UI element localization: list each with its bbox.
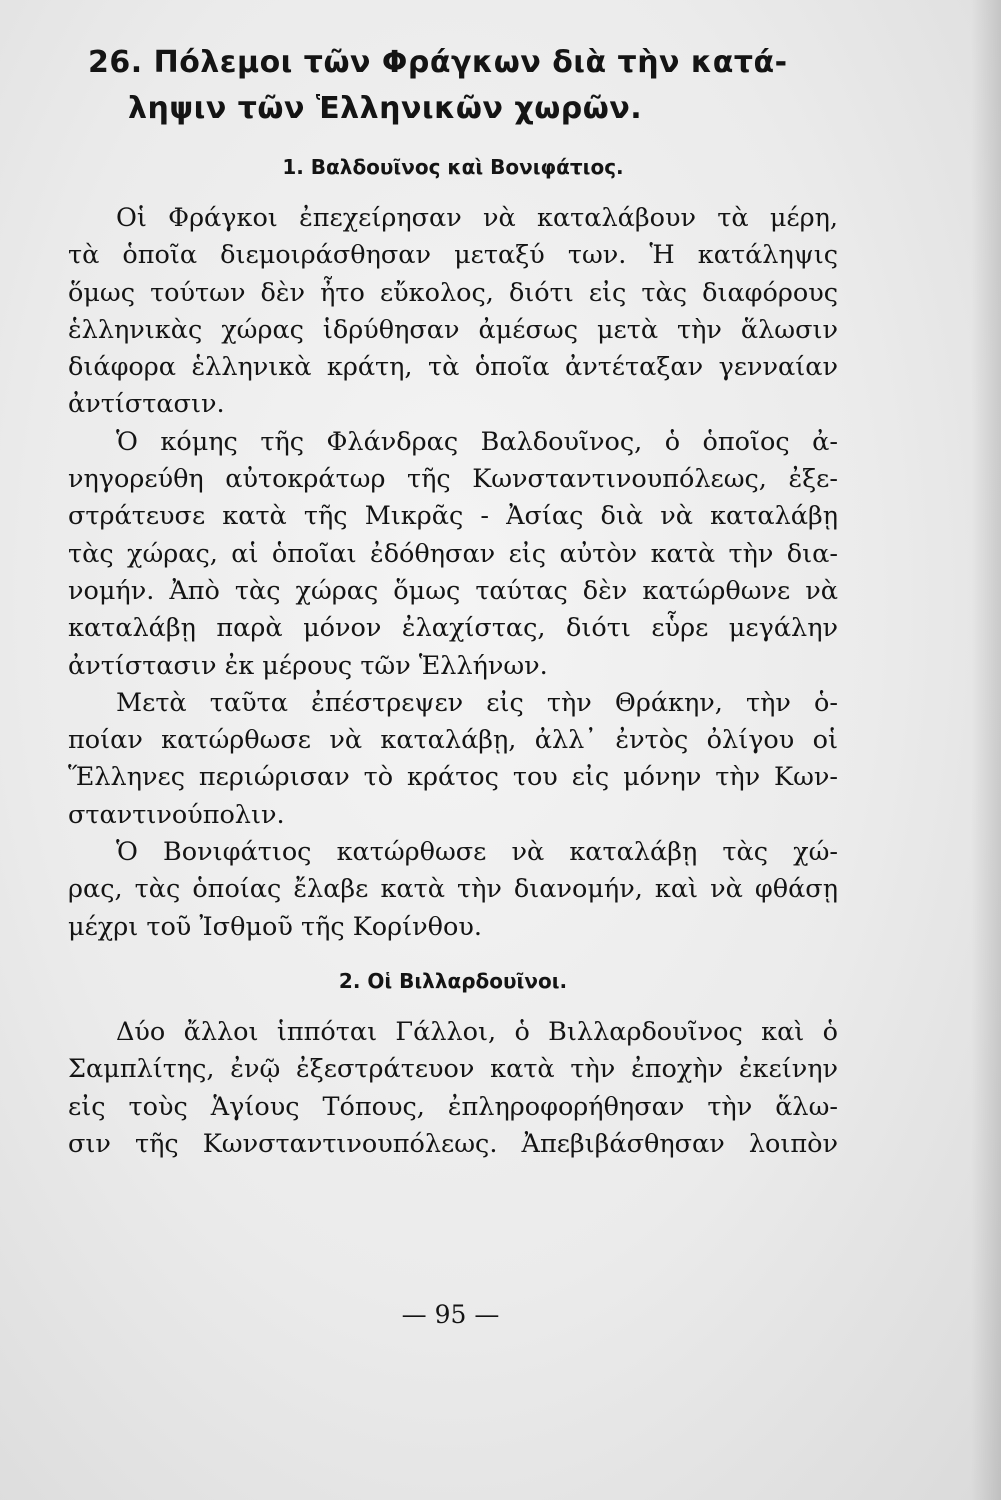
text-line: Οἱ Φράγκοι ἐπεχείρησαν νὰ καταλάβουν τὰ μέρη, [116, 203, 838, 233]
paragraph-2 [68, 424, 838, 685]
chapter-title-line-1: 26. Πόλεμοι τῶν Φράγκων διὰ τὴν κατά- [88, 45, 788, 80]
section-heading-1: 1. Βαλδουῖνος καὶ Βονιφάτιος. [282, 155, 624, 179]
text-line: Ὁ Βονιφάτιος κατώρθωσε νὰ καταλάβῃ τὰς χώ- [116, 837, 838, 868]
section-heading-2: 2. Οἱ Βιλλαρδουῖνοι. [338, 968, 568, 993]
text-line: ρας, τὰς ὁποίας ἔλαβε κατὰ τὴν διανομήν, καὶ νὰ φθάσῃ [68, 874, 838, 905]
paragraph-5 [68, 1014, 838, 1163]
paragraph-1 [68, 200, 838, 424]
text-line: νηγορεύθη αὐτοκράτωρ τῆς Κωνσταντινουπόλεως, ἐξε- [68, 464, 838, 495]
text-line: Σαμπλίτης, ἐνῷ ἐξεστράτευον κατὰ τὴν ἐποχὴν ἐκείνην [68, 1054, 838, 1085]
text-line: στράτευσε κατὰ τῆς Μικρᾶς - Ἀσίας διὰ νὰ καταλάβῃ [68, 501, 838, 532]
text-line: εἰς τοὺς Ἁγίους Τόπους, ἐπληροφορήθησαν τὴν ἅλω- [68, 1091, 838, 1122]
text-line: Μετὰ ταῦτα ἐπέστρεψεν εἰς τὴν Θράκην, τὴν ὁ- [116, 687, 838, 718]
page-number: — 95 — [401, 1300, 500, 1329]
page-text [68, 40, 838, 1163]
text-line: σταντινούπολιν. [68, 799, 285, 830]
spine-shadow [971, 0, 1001, 1500]
text-line: ποίαν κατώρθωσε νὰ καταλάβῃ, ἀλλ᾽ ἐντὸς ὀλίγου οἱ [68, 725, 838, 756]
chapter-title-line-2: ληψιν τῶν Ἑλληνικῶν χωρῶν. [128, 91, 643, 126]
text-line: μέχρι τοῦ Ἰσθμοῦ τῆς Κορίνθου. [68, 911, 482, 942]
text-line: ἀντίστασιν. [68, 389, 225, 420]
text-line: ἑλληνικὰς χώρας ἱδρύθησαν ἀμέσως μετὰ τὴν ἅλωσιν [68, 314, 838, 345]
text-line: διάφορα ἑλληνικὰ κράτη, τὰ ὁποῖα ἀντέταξαν γενναίαν [68, 352, 838, 383]
paragraph-4 [68, 834, 838, 946]
text-line: τὰ ὁποῖα διεμοιράσθησαν μεταξύ των. Ἡ κατάληψις [68, 240, 838, 271]
text-line: Δύο ἄλλοι ἱππόται Γάλλοι, ὁ Βιλλαρδουῖνος καὶ ὁ [116, 1016, 838, 1047]
text-line: Ὁ κόμης τῆς Φλάνδρας Βαλδουῖνος, ὁ ὁποῖος ἀ- [116, 426, 838, 457]
text-line: τὰς χώρας, αἱ ὁποῖαι ἐδόθησαν εἰς αὐτὸν κατὰ τὴν δια- [68, 538, 838, 569]
text-line: σιν τῆς Κωνσταντινουπόλεως. Ἀπεβιβάσθησαν λοιπὸν [68, 1128, 838, 1159]
text-line: ἀντίστασιν ἐκ μέρους τῶν Ἑλλήνων. [68, 650, 548, 681]
paragraph-3 [68, 685, 838, 834]
text-line: νομήν. Ἀπὸ τὰς χώρας ὅμως ταύτας δὲν κατώρθωνε νὰ [68, 575, 838, 606]
chapter-title [68, 40, 838, 132]
text-line: καταλάβῃ παρὰ μόνον ἐλαχίστας, διότι εὗρε μεγάλην [68, 613, 838, 644]
text-line: ὅμως τούτων δὲν ἦτο εὔκολος, διότι εἰς τὰς διαφόρους [68, 277, 838, 308]
text-line: Ἕλληνες περιώρισαν τὸ κράτος του εἰς μόνην τὴν Κων- [68, 762, 838, 793]
